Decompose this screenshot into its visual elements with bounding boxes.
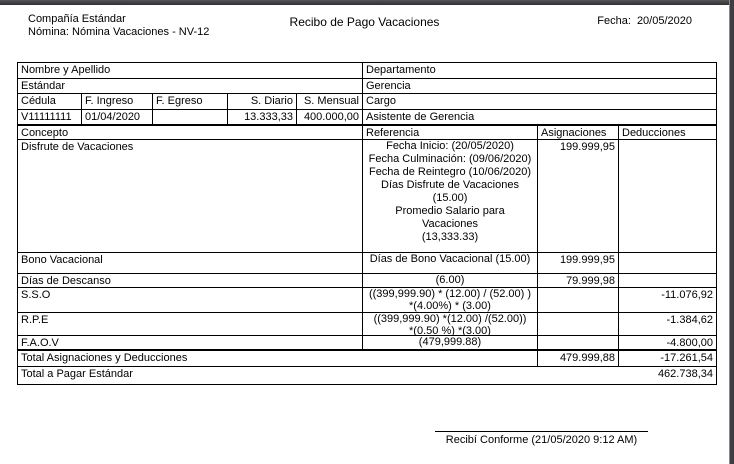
- asignacion-cell: 199.999,95: [538, 140, 619, 253]
- department-label-cell: Departamento: [363, 63, 716, 79]
- deduccion-cell: [619, 140, 716, 253]
- window-right-edge: [729, 0, 734, 464]
- deduccion-cell: -11.076,92: [619, 288, 716, 313]
- cargo-value-cell: Asistente de Gerencia: [366, 111, 475, 123]
- s-diario-header-cell: S. Diario: [228, 94, 297, 110]
- receipt-table: [17, 62, 717, 385]
- f-ingreso-header-cell: F. Ingreso: [82, 94, 153, 110]
- employee-info-grid: [18, 63, 716, 126]
- totals-asignacion-cell: 479.999,88: [538, 351, 619, 367]
- signature-caption: Recibí Conforme (21/05/2020 9:12 AM): [445, 434, 638, 446]
- name-value-cell: Estándar: [18, 79, 363, 94]
- f-egreso-header-cell: F. Egreso: [153, 94, 228, 110]
- total-pagar-label: Total a Pagar Estándar: [21, 368, 133, 380]
- report-title: Recibo de Pago Vacaciones: [289, 15, 440, 29]
- concept-cell: S.S.O: [18, 288, 363, 313]
- deduccion-cell: -4.800,00: [619, 336, 716, 351]
- reference-cell: ((399,999.90) *(12.00) /(52.00)) *(0.50 %) *(3.00): [363, 313, 538, 336]
- concept-cell: Disfrute de Vacaciones: [18, 140, 363, 253]
- total-pagar-row: [18, 367, 716, 384]
- concept-cell: R.P.E: [18, 313, 363, 336]
- payroll-name: Nómina: Nómina Vacaciones - NV-12: [28, 26, 210, 38]
- asignacion-cell: [538, 336, 619, 351]
- totals-deduccion-cell: -17.261,54: [619, 351, 716, 367]
- reference-cell: (6.00): [363, 274, 538, 288]
- asignaciones-header-cell: Asignaciones: [538, 126, 619, 140]
- company-name: Compañía Estándar: [28, 13, 126, 25]
- cedula-header-cell: Cédula: [18, 94, 82, 110]
- window-top-edge: [0, 0, 734, 5]
- asignacion-cell: 199.999,95: [538, 253, 619, 274]
- cargo-label-cell: Cargo: [363, 94, 716, 110]
- total-pagar-value: 462.738,34: [657, 368, 713, 380]
- totals-label-cell: Total Asignaciones y Deducciones: [18, 351, 538, 367]
- asignacion-cell: [538, 313, 619, 336]
- department-value-cell: Gerencia: [363, 79, 716, 94]
- concept-cell: F.A.O.V: [18, 336, 363, 351]
- report-date-value: 20/05/2020: [636, 15, 692, 27]
- concepts-grid: [18, 126, 716, 384]
- referencia-header-cell: Referencia: [363, 126, 538, 140]
- reference-cell: ((399,999.90) * (12.00) / (52.00) ) *(4.00%) * (3.00): [363, 288, 538, 313]
- reference-cell: (479,999.88): [363, 336, 538, 351]
- asignacion-cell: 79.999,98: [538, 274, 619, 288]
- f-egreso-value-cell: [153, 110, 228, 124]
- reference-cell: Fecha Inicio: (20/05/2020) Fecha Culminación: (09/06/2020) Fecha de Reintegro (10/06/2020) Días Disfrute de Vacaciones (15.00) Promedio Salario para Vacaciones (13,333.33): [363, 140, 538, 253]
- asignacion-cell: [538, 288, 619, 313]
- deduccion-cell: -1.384,62: [619, 313, 716, 336]
- s-mensual-value-cell: 400.000,00: [297, 110, 363, 124]
- deducciones-header-cell: Deducciones: [619, 126, 716, 140]
- deduccion-cell: [619, 274, 716, 288]
- concept-cell: Días de Descanso: [18, 274, 363, 288]
- concept-cell: Bono Vacacional: [18, 253, 363, 274]
- name-label-cell: Nombre y Apellido: [18, 63, 363, 79]
- report-date: [597, 15, 692, 27]
- reference-cell: Días de Bono Vacacional (15.00): [363, 253, 538, 274]
- concepto-header-cell: Concepto: [18, 126, 363, 140]
- s-diario-value-cell: 13.333,33: [228, 110, 297, 124]
- signature-line: [435, 431, 648, 432]
- f-ingreso-value-cell: 01/04/2020: [82, 110, 153, 124]
- cedula-value-cell: V11111111: [18, 110, 82, 124]
- s-mensual-header-cell: S. Mensual: [297, 94, 363, 110]
- deduccion-cell: [619, 253, 716, 274]
- report-date-label: Fecha:: [597, 15, 631, 27]
